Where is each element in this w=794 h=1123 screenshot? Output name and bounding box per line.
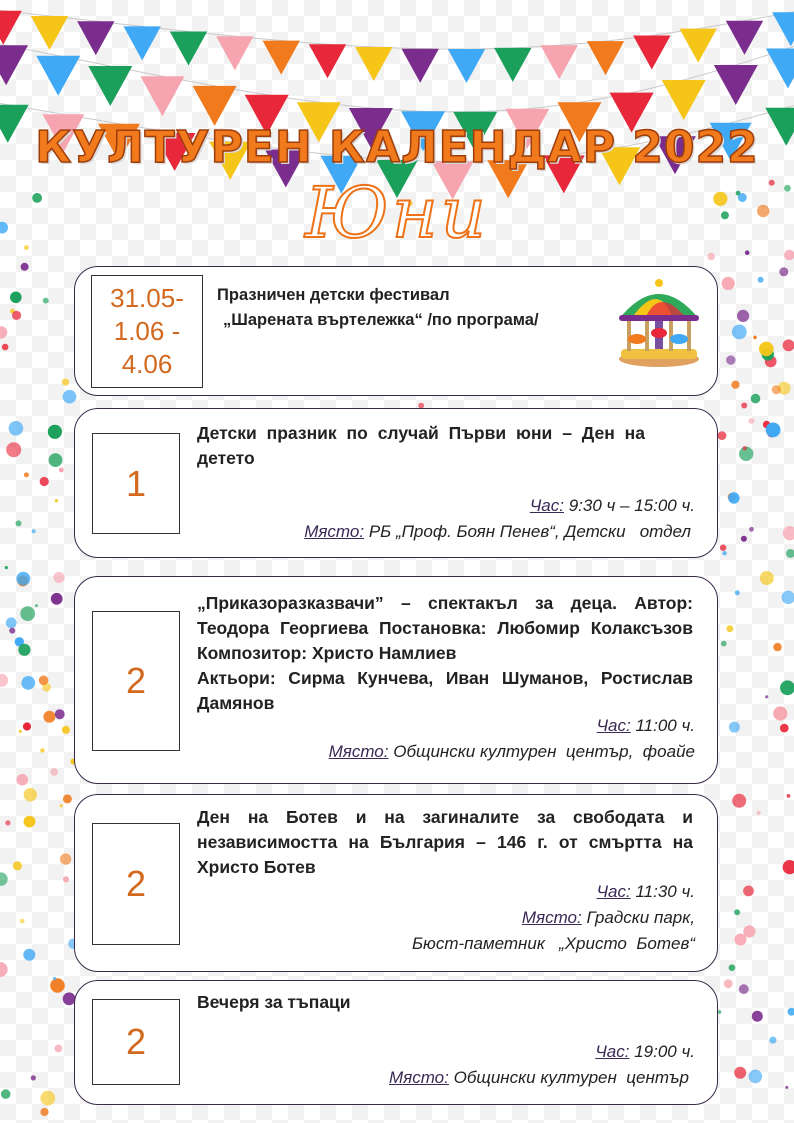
confetti-dot	[55, 1045, 63, 1053]
event-date: 2	[92, 823, 180, 945]
confetti-dot	[779, 267, 788, 276]
confetti-dot	[48, 425, 62, 439]
confetti-dot	[749, 527, 754, 532]
bunting-flag	[355, 47, 392, 81]
confetti-dot	[60, 853, 71, 864]
month-title: Юни	[305, 172, 489, 254]
confetti-dot	[718, 1010, 722, 1014]
confetti-dot	[55, 709, 65, 719]
confetti-dot	[743, 446, 747, 450]
confetti-dot	[732, 794, 746, 808]
confetti-dot	[9, 421, 24, 436]
event-title: Детски празник по случай Първи юни – Ден на детето	[197, 423, 645, 468]
confetti-dot	[780, 680, 794, 695]
confetti-dot	[35, 604, 38, 607]
bunting-flag	[714, 65, 758, 105]
bunting-flag	[633, 36, 670, 70]
bunting-string	[0, 8, 794, 49]
confetti-dot	[24, 788, 37, 801]
confetti-dot	[20, 606, 35, 621]
confetti-dot	[783, 526, 794, 540]
bunting-flag	[88, 66, 132, 106]
bunting-flag	[124, 26, 161, 60]
event-cast: Актьори: Сирма Кунчева, Иван Шуманов, Ростислав Дамянов	[197, 668, 693, 713]
confetti-dot	[734, 1067, 746, 1079]
confetti-dot	[23, 722, 31, 730]
confetti-dot	[765, 695, 768, 698]
confetti-dot	[758, 277, 764, 283]
event-title-line: „Шарената въртележка“ /по програма/	[223, 311, 539, 329]
confetti-dot	[782, 591, 794, 604]
event-date-line: 4.06	[121, 349, 173, 379]
confetti-dot	[734, 909, 740, 915]
confetti-dot	[6, 617, 17, 628]
confetti-dot	[40, 748, 44, 752]
event-time	[597, 713, 695, 738]
confetti-dot	[40, 1108, 48, 1116]
time-label: Час:	[596, 882, 631, 901]
confetti-dot	[783, 339, 794, 351]
event-place	[522, 905, 695, 930]
confetti-dot	[737, 310, 749, 322]
event-time	[530, 493, 695, 518]
confetti-dot	[749, 1070, 763, 1084]
confetti-dot	[727, 625, 734, 632]
confetti-dot	[721, 641, 727, 647]
confetti-dot	[21, 263, 29, 271]
confetti-dot	[766, 423, 781, 438]
event-title: Ден на Ботев и на загиналите за свободата и независимостта на България – 146 г. от смъртта на Христо Ботев	[197, 807, 693, 877]
place-label: Място:	[304, 522, 365, 541]
event-time	[597, 879, 695, 904]
confetti-dot	[5, 820, 10, 825]
confetti-dot	[726, 355, 735, 364]
event-date: 1	[92, 433, 180, 534]
bunting-flag	[541, 45, 578, 79]
confetti-dot	[55, 499, 58, 502]
confetti-dot	[49, 453, 63, 467]
bunting-flag	[309, 44, 346, 78]
event-place	[329, 739, 695, 764]
confetti-dot	[0, 674, 8, 687]
confetti-dot	[0, 872, 8, 885]
place-value: Общински културен център	[453, 1068, 689, 1087]
event-card-4	[74, 794, 718, 972]
time-value: 9:30 ч – 15:00 ч.	[568, 496, 695, 515]
confetti-dot	[21, 676, 35, 690]
event-date: 2	[92, 611, 180, 751]
confetti-dot	[63, 876, 69, 882]
confetti-dot	[1, 1089, 11, 1099]
confetti-dot	[24, 816, 36, 828]
place-label: Място:	[328, 742, 389, 761]
confetti-dot	[741, 403, 747, 409]
confetti-dot	[63, 390, 77, 404]
event-title: „Приказоразказвачи” – спектакъл за деца. Автор: Теодора Георгиева Постановка: Любомир Колаксъзов Композитор: Христо Намлиев	[197, 593, 693, 663]
bunting-flag	[0, 11, 22, 45]
confetti-dot	[772, 385, 781, 394]
confetti-dot	[43, 711, 55, 723]
event-date	[91, 275, 203, 388]
confetti-dot	[743, 925, 755, 937]
confetti-dot	[773, 706, 787, 720]
bunting-flag	[662, 80, 706, 120]
event-date: 2	[92, 999, 180, 1085]
confetti-dot	[788, 1008, 794, 1016]
confetti-dot	[53, 572, 64, 583]
confetti-dot	[0, 962, 8, 977]
place-label: Място:	[521, 908, 582, 927]
event-card-2	[74, 408, 718, 558]
confetti-dot	[724, 979, 733, 988]
confetti-dot	[10, 292, 22, 304]
confetti-dot	[16, 572, 30, 586]
confetti-dot	[51, 593, 63, 605]
bunting-flag	[216, 36, 253, 70]
confetti-dot	[18, 644, 30, 656]
confetti-dot	[62, 379, 69, 386]
confetti-dot	[718, 431, 727, 440]
bunting-flag	[31, 16, 68, 50]
confetti-dot	[53, 977, 56, 980]
event-card-3	[74, 576, 718, 784]
place-value: Градски парк,	[586, 908, 695, 927]
confetti-dot	[731, 381, 739, 389]
confetti-dot	[780, 724, 789, 733]
event-place-detail: Бюст-паметник „Христо Ботев“	[411, 934, 695, 953]
bunting-flag	[36, 56, 80, 96]
bunting-flag	[170, 32, 207, 66]
time-label: Час:	[529, 496, 564, 515]
event-title	[217, 283, 539, 333]
confetti-dot	[729, 964, 736, 971]
confetti-dot	[739, 984, 749, 994]
bunting-flag	[726, 21, 763, 55]
confetti-dot	[40, 477, 49, 486]
time-value: 11:00 ч.	[635, 716, 695, 735]
confetti-dot	[31, 1075, 36, 1080]
bunting-flag	[263, 41, 300, 75]
confetti-dot	[40, 1091, 55, 1106]
confetti-dot	[753, 336, 757, 340]
bunting-flag	[402, 49, 439, 83]
confetti-dot	[23, 949, 35, 961]
confetti-dot	[743, 886, 754, 897]
confetti-dot	[769, 1037, 776, 1044]
bunting-flag	[448, 49, 485, 83]
bunting-flag	[494, 48, 531, 82]
page-title: КУЛТУРЕН КАЛЕНДАР 2022	[35, 122, 759, 173]
carousel-icon	[615, 275, 703, 369]
event-date-line: 31.05-	[110, 283, 184, 313]
confetti-dot	[787, 794, 791, 798]
confetti-dot	[60, 804, 63, 807]
confetti-dot	[13, 861, 22, 870]
confetti-dot	[722, 551, 726, 555]
bunting-flag	[680, 29, 717, 63]
time-value: 11:30 ч.	[635, 882, 695, 901]
confetti-dot	[773, 643, 781, 651]
place-value: Общински културен център, фоайе	[393, 742, 695, 761]
confetti-dot	[783, 860, 794, 874]
confetti-dot	[2, 344, 9, 351]
confetti-dot	[63, 794, 72, 803]
confetti-dot	[39, 676, 49, 686]
event-place	[304, 519, 691, 544]
event-title: Вечеря за тъпаци	[197, 992, 351, 1012]
confetti-dot	[728, 492, 739, 503]
confetti-dot	[5, 566, 8, 569]
confetti-dot	[720, 545, 726, 551]
confetti-dot	[9, 628, 15, 634]
confetti-dot	[43, 298, 49, 304]
confetti-dot	[759, 342, 774, 357]
bunting-flag	[772, 12, 794, 46]
confetti-dot	[16, 520, 22, 526]
confetti-dot	[751, 394, 761, 404]
confetti-dot	[735, 590, 740, 595]
confetti-dot	[20, 919, 25, 924]
bunting-flag	[77, 21, 114, 55]
confetti-dot	[729, 722, 740, 733]
confetti-dot	[760, 571, 774, 585]
bunting-flag	[193, 86, 237, 126]
event-place	[389, 1065, 689, 1090]
confetti-dot	[12, 311, 21, 320]
confetti-dot	[749, 418, 755, 424]
confetti-dot	[722, 277, 735, 290]
confetti-dot	[757, 811, 761, 815]
confetti-dot	[62, 726, 70, 734]
confetti-dot	[732, 325, 747, 340]
confetti-dot	[785, 1086, 788, 1089]
confetti-dot	[19, 730, 22, 733]
confetti-dot	[752, 1011, 763, 1022]
confetti-dot	[6, 442, 21, 457]
confetti-dot	[741, 536, 747, 542]
time-label: Час:	[596, 716, 631, 735]
bunting-flag	[587, 41, 624, 75]
bunting-flag	[140, 76, 184, 116]
confetti-dot	[0, 326, 7, 338]
confetti-dot	[50, 768, 58, 776]
bunting-flag	[766, 49, 794, 89]
time-label: Час:	[595, 1042, 630, 1061]
place-label: Място:	[388, 1068, 449, 1087]
confetti-dot	[17, 774, 29, 786]
event-card-5	[74, 980, 718, 1105]
event-title-line: Празничен детски фестивал	[217, 286, 450, 304]
confetti-dot	[32, 529, 36, 533]
time-value: 19:00 ч.	[634, 1042, 695, 1061]
event-date-line: 1.06 -	[113, 316, 181, 346]
event-card-1	[74, 266, 718, 396]
bunting-flag	[0, 45, 28, 85]
confetti-dot	[786, 549, 794, 558]
place-value: РБ „Проф. Боян Пенев“, Детски отдел	[368, 522, 691, 541]
confetti-dot	[24, 472, 29, 477]
event-time	[595, 1039, 695, 1064]
confetti-dot	[50, 978, 65, 993]
confetti-dot	[59, 468, 64, 473]
